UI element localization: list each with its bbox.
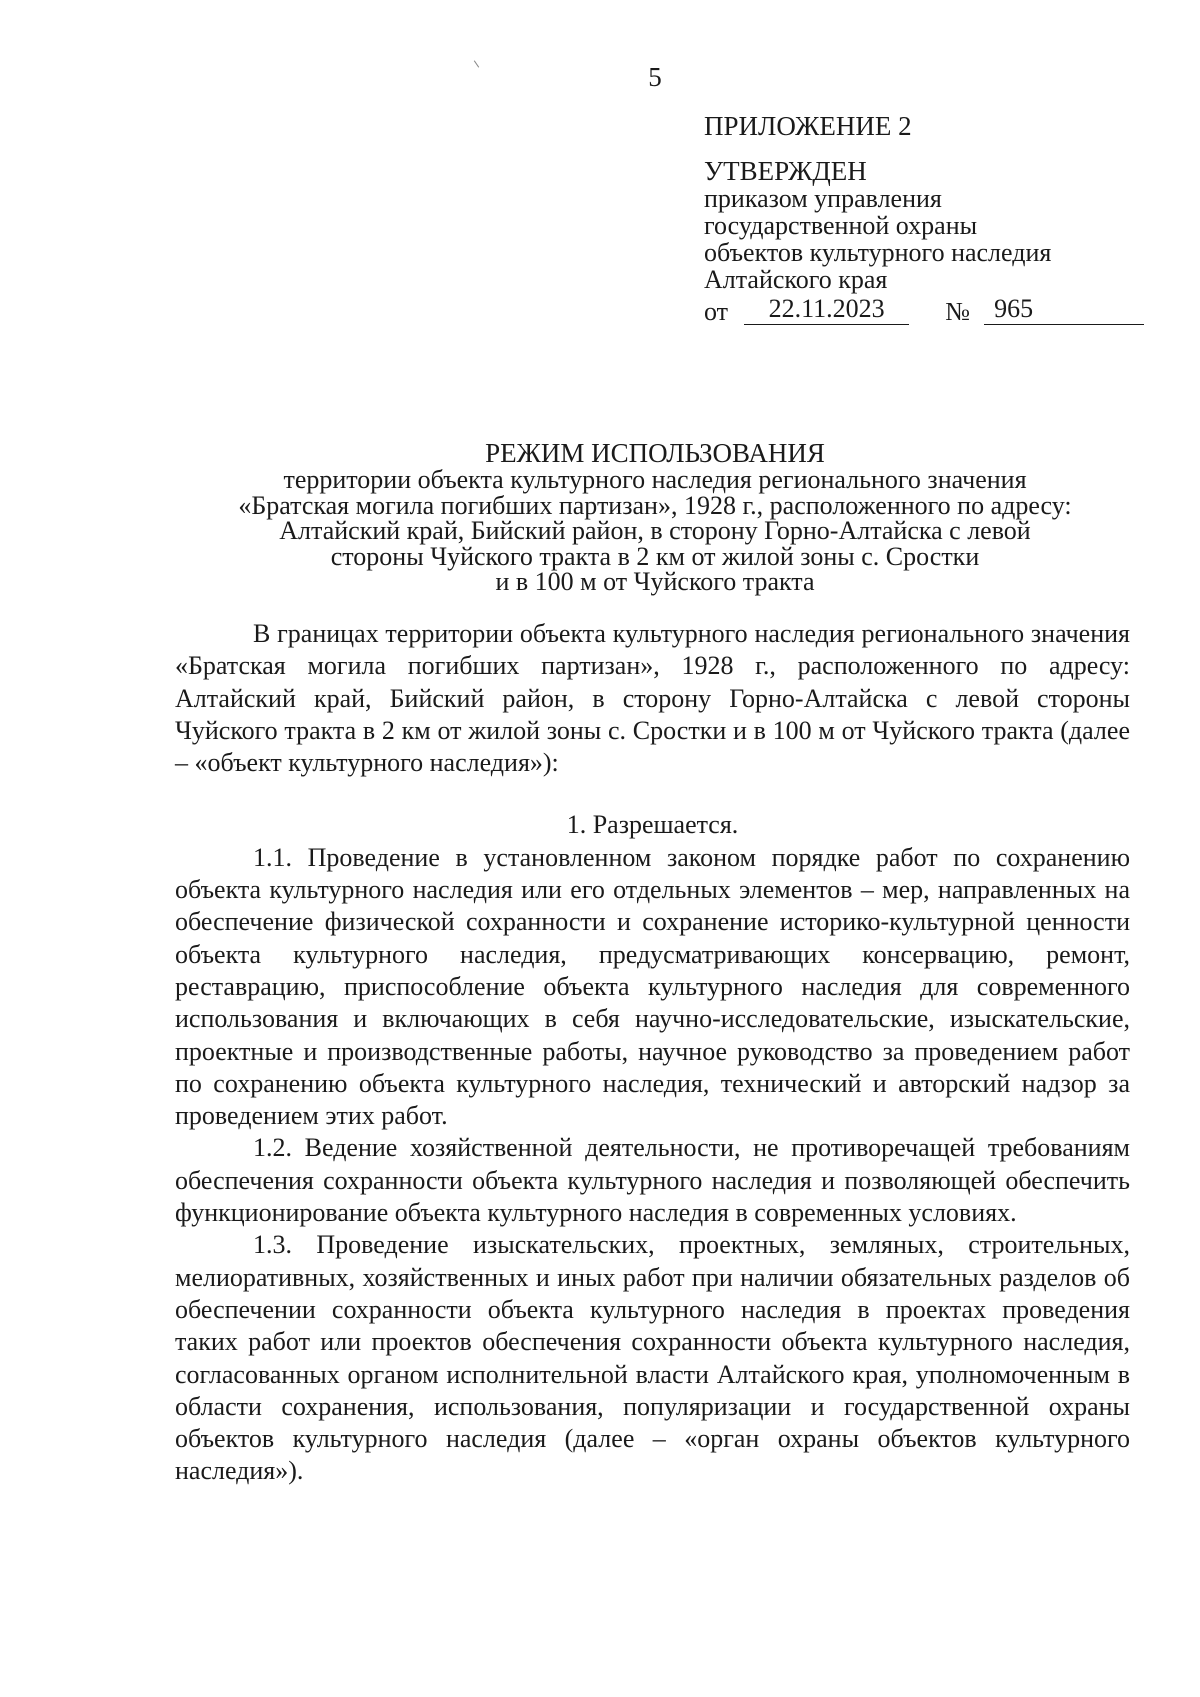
intro-paragraph: В границах территории объекта культурного наследия регионального значения «Братская могила погибших партизан», 1928 г., расположенного по адресу: Алтайский край, Бийский район, в сторону Горно-Алтайска с левой стороны Чуйского тракта в 2 км от жилой зоны с. Сростки и в 100 м от Чуйского тракта (далее – «объект культурного наследия»): <box>175 619 1130 778</box>
approved-label: УТВЕРЖДЕН <box>704 156 867 186</box>
order-date-number-line <box>704 295 1144 325</box>
order-number: 965 <box>984 295 1144 325</box>
document-title <box>0 440 1200 595</box>
title-line: территории объекта культурного наследия регионального значения <box>283 465 1027 494</box>
approval-line: государственной охраны <box>704 211 978 240</box>
approval-line: приказом управления <box>704 184 942 213</box>
item-1-1: 1.1. Проведение в установленном законом порядке работ по сохранению объекта культурного наследия или его отдельных элементов – мер, направленных на обеспечение физической сохранности и сохранение историко-культурной ценности объекта культурного наследия, предусматривающих консервацию, ремонт, реставрацию, приспособление объекта культурного наследия для современного использования и включающих в себя научно-исследовательские, изыскательские, проектные и производственные работы, научное руководство за проведением работ по сохранению объекта культурного наследия, технический и авторский надзор за проведением этих работ. <box>175 842 1130 1131</box>
approval-line: Алтайского края <box>704 265 888 294</box>
title-line: «Братская могила погибших партизан», 1928 г., расположенного по адресу: <box>238 490 1072 520</box>
title-line: и в 100 м от Чуйского тракта <box>495 567 815 596</box>
order-date: 22.11.2023 <box>744 295 909 325</box>
section-heading: 1. Разрешается. <box>566 810 739 840</box>
document-body <box>175 618 1130 1488</box>
approval-line: объектов культурного наследия <box>704 238 1052 267</box>
item-1-3: 1.3. Проведение изыскательских, проектных, земляных, строительных, мелиоративных, хозяйственных и иных работ при наличии обязательных разделов об обеспечении сохранности объекта культурного наследия в проектах проведения таких работ или проектов обеспечения сохранности объекта культурного наследия, согласованных органом исполнительной власти Алтайского края, уполномоченным в области сохранения, использования, популяризации и государственной охраны объектов культурного наследия (далее – «орган охраны объектов культурного наследия»). <box>175 1230 1130 1486</box>
number-sign: № <box>945 297 971 326</box>
from-label: от <box>704 297 729 326</box>
title-line: Алтайский край, Бийский район, в сторону Горно-Алтайска с левой <box>279 516 1031 545</box>
page-number: 5 <box>648 62 662 92</box>
title-heading: РЕЖИМ ИСПОЛЬЗОВАНИЯ <box>485 438 825 468</box>
annex-label: ПРИЛОЖЕНИЕ 2 <box>704 111 912 141</box>
item-1-2: 1.2. Ведение хозяйственной деятельности, не противоречащей требованиям обеспечения сохранности объекта культурного наследия и позволяющей обеспечить функционирование объекта культурного наследия в современных условиях. <box>175 1133 1130 1228</box>
title-line: стороны Чуйского тракта в 2 км от жилой зоны с. Сростки <box>330 541 980 571</box>
approval-block <box>704 113 1144 325</box>
